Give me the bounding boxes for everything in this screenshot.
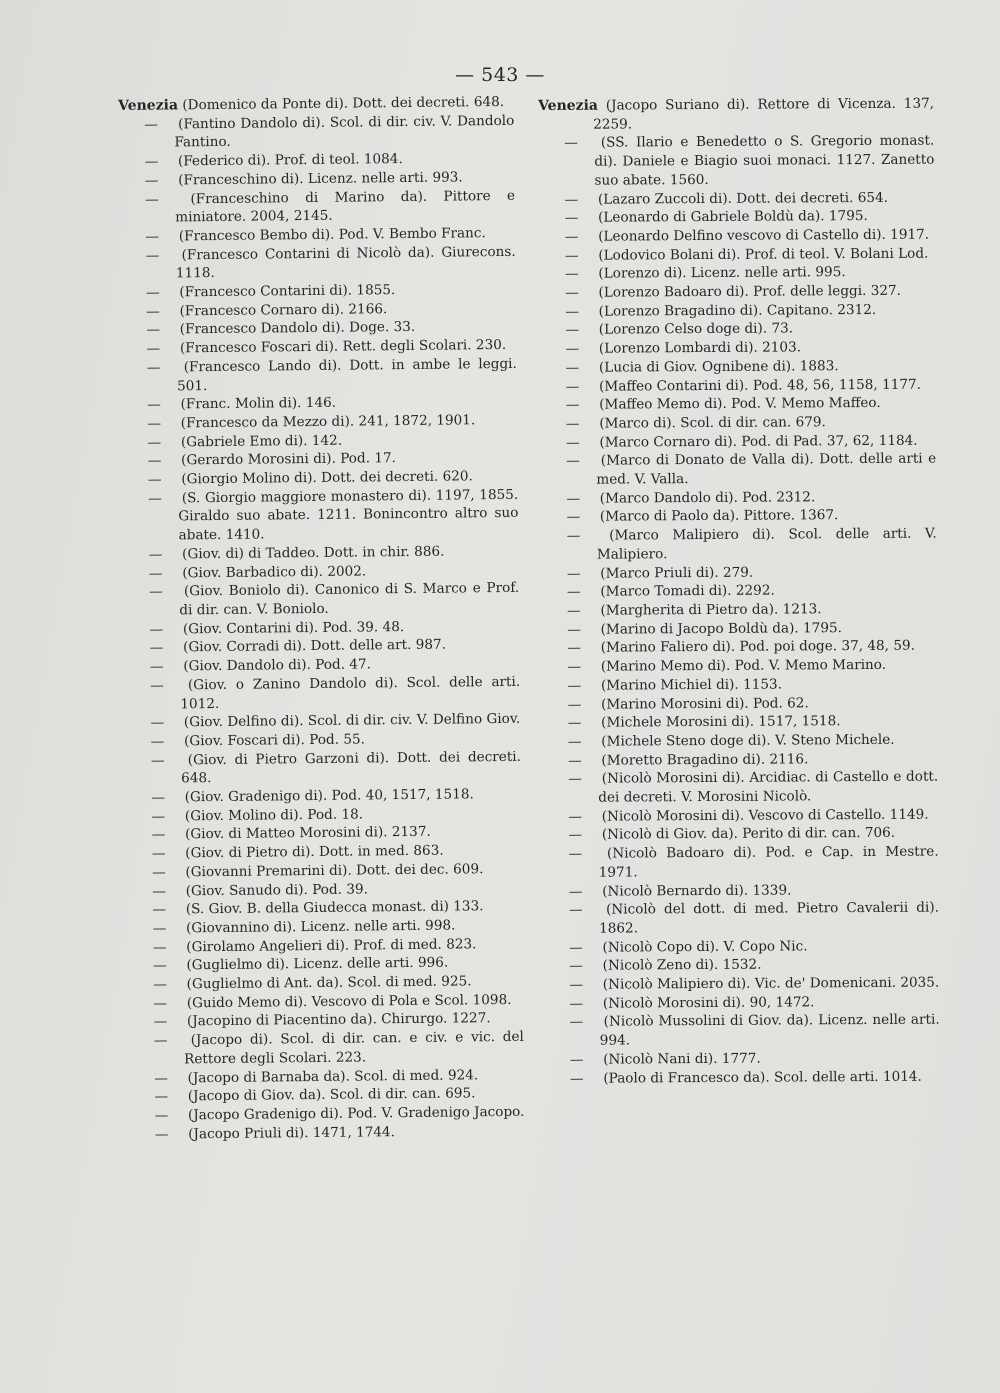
- entry-dash: —: [564, 228, 579, 245]
- entry-dash: —: [151, 789, 166, 806]
- entry-dash: —: [150, 714, 165, 731]
- entry-text: (Lazaro Zuccoli di). Dott. dei decreti. 654.: [597, 189, 889, 208]
- entry-text: (Gabriele Emo di). 142.: [180, 432, 343, 451]
- entry-dash: —: [146, 303, 160, 320]
- index-entry: [543, 992, 939, 1013]
- entry-text: (Giorgio Molino di). Dott. dei decreti. 620.: [181, 468, 473, 488]
- entry-text: (Giov. Corradi di). Dott. delle art. 987.: [183, 636, 447, 656]
- entry-dash: —: [569, 1051, 584, 1068]
- page-number: — 543 —: [455, 64, 545, 86]
- index-entry: [542, 674, 938, 695]
- entry-dash: —: [566, 434, 580, 451]
- entry-text: (Jacopo Suriano di). Rettore di Vicenza. 137, 2259.: [593, 95, 935, 133]
- index-entry: [543, 880, 939, 901]
- index-entry: [128, 1028, 524, 1070]
- entry-text: (Francesco Foscari di). Rett. degli Scolari. 230.: [179, 337, 507, 357]
- entry-text: (Nicolò Morosini di). Vescovo di Castello. 1149.: [601, 806, 929, 825]
- entry-text: (Giov. di Matteo Morosini di). 2137.: [184, 824, 431, 843]
- entry-dash: —: [569, 1070, 584, 1087]
- entry-dash: —: [152, 939, 167, 956]
- entry-dash: —: [145, 284, 160, 301]
- entry-text: (Domenico da Ponte di). Dott. dei decreti. 648.: [182, 93, 505, 114]
- entry-dash: —: [568, 901, 583, 919]
- entry-text: (Nicolò Zeno di). 1532.: [602, 956, 762, 974]
- entry-dash: —: [567, 621, 581, 638]
- index-entry: [541, 637, 937, 658]
- entry-text: (Gerardo Morosini di). Pod. 17.: [181, 450, 397, 469]
- entry-dash: —: [151, 826, 166, 844]
- entry-text: (Giov. Contarini di). Pod. 39. 48.: [182, 618, 405, 638]
- entry-dash: —: [567, 733, 582, 750]
- entry-text: (Giov. di) di Taddeo. Dott. in chir. 886.: [182, 543, 445, 563]
- entry-text: (Fantino Dandolo di). Scol. di dir. civ. V. Dandolo Fantino.: [174, 112, 515, 151]
- index-entry: [121, 355, 517, 397]
- entry-text: (Nicolò Nani di). 1777.: [603, 1050, 761, 1068]
- entry-text: (Paolo di Francesco da). Scol. delle arti. 1014.: [603, 1068, 922, 1087]
- index-entry: [120, 242, 516, 284]
- entry-text: (Guglielmo di Ant. da). Scol. di med. 925.: [186, 973, 472, 993]
- entry-text: (Moretto Bragadino di). 2116.: [601, 750, 809, 769]
- entry-dash: —: [148, 546, 163, 563]
- entry-text: (Francesco Lando di). Dott. in ambe le leggi. 501.: [176, 355, 517, 394]
- entry-text: (Giov. o Zanino Dandolo di). Scol. delle arti. 1012.: [180, 673, 521, 712]
- entry-text: (Marino Michiel di). 1153.: [600, 676, 783, 694]
- entry-text: (Leonardo di Gabriele Boldù da). 1795.: [598, 208, 868, 226]
- entry-dash: —: [149, 639, 164, 657]
- entry-text: (Marco Dandolo di). Pod. 2312.: [599, 489, 816, 507]
- entry-dash: —: [566, 527, 581, 545]
- entry-dash: —: [152, 920, 167, 937]
- entry-dash: —: [565, 397, 580, 414]
- entry-text: (Jacopo di Barnaba da). Scol. di med. 924.: [187, 1066, 479, 1086]
- entry-text: (Jacopo Gradenigo di). Pod. V. Gradenigo Jacopo.: [187, 1103, 525, 1124]
- entry-text: (Marco Malipiero di). Scol. delle arti. V. Malipiero.: [596, 525, 937, 563]
- entry-dash: —: [564, 135, 578, 152]
- entry-dash: —: [147, 434, 162, 451]
- index-entry: [542, 805, 938, 826]
- entry-text: (Jacopo Priuli di). 1471, 1744.: [188, 1123, 396, 1142]
- index-entry: [539, 319, 935, 340]
- entry-text: (Margherita di Pietro da). 1213.: [600, 601, 822, 619]
- entry-text: (Marino Memo di). Pod. V. Memo Marino.: [600, 656, 887, 675]
- index-entry: [542, 693, 938, 714]
- index-entry: [543, 936, 939, 957]
- entry-dash: —: [145, 228, 160, 245]
- entry-text: (Giov. Dandolo di). Pod. 47.: [183, 656, 372, 675]
- entry-dash: —: [568, 771, 582, 788]
- index-entry: [539, 300, 935, 321]
- entry-dash: —: [145, 247, 160, 264]
- right-entry-list: [538, 132, 940, 1088]
- entry-dash: —: [567, 658, 582, 675]
- index-entry: [122, 486, 519, 546]
- entry-text: (Marco Cornaro di). Pod. di Pad. 37, 62, 1184.: [599, 432, 918, 451]
- entry-dash: —: [153, 1013, 168, 1031]
- entry-text: (Giov. Sanudo di). Pod. 39.: [185, 880, 369, 899]
- entry-dash: —: [566, 490, 581, 507]
- entry-text: (Lorenzo di). Licenz. nelle arti. 995.: [598, 264, 846, 282]
- entry-text: (Nicolò Mussolini di Giov. da). Licenz. nelle arti. 994.: [599, 1012, 940, 1049]
- index-entry-head: [538, 95, 934, 135]
- entry-text: (Federico di). Prof. di teol. 1084.: [177, 151, 403, 170]
- entry-text: (Lucia di Giov. Ognibene di). 1883.: [598, 358, 839, 376]
- entry-dash: —: [147, 471, 162, 488]
- entry-text: (Giov. Molino di). Pod. 18.: [184, 806, 364, 825]
- entry-text: (Nicolò Malipiero di). Vic. de' Domenicani. 2035.: [602, 974, 940, 993]
- index-entry: [539, 207, 935, 228]
- entry-dash: —: [144, 153, 159, 170]
- entry-text: (Marino Morosini di). Pod. 62.: [600, 694, 809, 713]
- entry-dash: —: [566, 509, 581, 526]
- entry-text: (Giov. di Pietro Garzoni di). Dott. dei decreti. 648.: [181, 748, 522, 787]
- entry-text: (Maffeo Contarini di). Pod. 48, 56, 1158, 1177.: [599, 376, 922, 395]
- entry-dash: —: [569, 995, 584, 1012]
- entry-dash: —: [154, 1107, 169, 1124]
- index-entry: [119, 186, 515, 228]
- index-entry: [539, 188, 935, 209]
- entry-dash: —: [149, 583, 163, 600]
- entry-dash: —: [151, 808, 166, 825]
- entry-dash: —: [566, 584, 581, 601]
- index-entry: [540, 394, 936, 415]
- index-entry: [543, 899, 939, 939]
- entry-text: (Lorenzo Bragadino di). Capitano. 2312.: [598, 301, 877, 320]
- entry-dash: —: [153, 995, 168, 1012]
- entry-text: (S. Giov. B. della Giudecca monast. di) 133.: [185, 898, 484, 918]
- index-entry: [118, 112, 514, 154]
- entry-dash: —: [151, 845, 166, 862]
- entry-dash: —: [146, 322, 161, 339]
- index-entry: [129, 1121, 525, 1144]
- entry-text: (Nicolò Morosini di). Arcidiac. di Castello e dott. dei decreti. V. Morosini Nicolò.: [598, 768, 939, 806]
- entry-text: (Lorenzo Lombardi di). 2103.: [598, 339, 802, 357]
- entry-dash: —: [569, 958, 583, 975]
- entry-dash: —: [565, 415, 580, 432]
- entry-text: (Michele Morosini di). 1517, 1518.: [601, 713, 841, 731]
- entry-text: (Francesco Bembo di). Pod. V. Bembo Franc.: [178, 225, 486, 245]
- left-column: [118, 93, 525, 1144]
- entry-dash: —: [568, 883, 583, 900]
- index-entry: [539, 263, 935, 284]
- entry-text: (Francesco Cornaro di). 2166.: [179, 300, 388, 320]
- entry-dash: —: [152, 883, 166, 900]
- index-entry: [540, 413, 936, 434]
- entry-text: (Nicolò di Giov. da). Perito di dir. can. 706.: [601, 825, 896, 844]
- entry-text: (S. Giorgio maggiore monastero di). 1197, 1855. Giraldo suo abate. 1211. Bonincontro altro suo abate. 1410.: [178, 486, 519, 544]
- entry-text: (Guido Memo di). Vescovo di Pola e Scol. 1098.: [186, 991, 512, 1012]
- headword: Venezia: [118, 97, 179, 114]
- entry-text: (Francesco Dandolo di). Doge. 33.: [179, 319, 416, 338]
- entry-text: (Girolamo Angelieri di). Prof. di med. 823.: [186, 935, 477, 955]
- entry-text: (Jacopo di). Scol. di dir. can. e civ. e vic. del Rettore degli Scolari. 223.: [183, 1028, 524, 1068]
- entry-dash: —: [568, 808, 583, 825]
- entry-text: (Michele Steno doge di). V. Steno Michele.: [601, 731, 895, 750]
- entry-dash: —: [150, 752, 165, 769]
- entry-dash: —: [148, 490, 162, 507]
- entry-text: (Nicolò Bernardo di). 1339.: [602, 881, 792, 900]
- entry-dash: —: [569, 939, 583, 956]
- left-entry-list: [118, 112, 525, 1145]
- entry-dash: —: [567, 677, 582, 694]
- index-entry: [540, 356, 936, 377]
- entry-text: (Francesco Contarini di). 1855.: [179, 282, 396, 301]
- entry-text: (Marco di Paolo da). Pittore. 1367.: [599, 507, 839, 526]
- entry-text: (Nicolò Badoaro di). Pod. e Cap. in Mestre. 1971.: [598, 843, 939, 881]
- entry-dash: —: [147, 415, 162, 432]
- entry-text: (Giovannino di). Licenz. nelle arti. 998.: [185, 917, 456, 937]
- entry-dash: —: [564, 247, 579, 264]
- entry-text: (Guglielmo di). Licenz. delle arti. 996.: [186, 954, 449, 974]
- entry-dash: —: [154, 1070, 168, 1087]
- entry-dash: —: [569, 1014, 584, 1031]
- entry-text: (Nicolò del dott. di med. Pietro Cavalerii di). 1862.: [599, 899, 940, 937]
- entry-text: (Franceschino di Marino da). Pittore e miniatore. 2004, 2145.: [175, 187, 516, 226]
- index-entry: [540, 431, 936, 452]
- entry-dash: —: [565, 284, 579, 301]
- entry-dash: —: [149, 658, 164, 675]
- entry-text: (Franc. Molin di). 146.: [180, 394, 337, 413]
- entry-dash: —: [567, 714, 582, 732]
- entry-dash: —: [565, 303, 579, 320]
- entry-text: (Francesco Contarini di Nicolò da). Giurecons. 1118.: [175, 243, 516, 282]
- entry-text: (SS. Ilario e Benedetto o S. Gregorio monast. di). Daniele e Biagio suoi monaci. 1127. Zanetto suo abate. 1560.: [594, 132, 935, 189]
- index-entry: [540, 487, 936, 508]
- index-entry: [125, 747, 521, 789]
- index-entry: [541, 525, 937, 565]
- index-entry: [543, 843, 939, 883]
- index-entry: [539, 282, 935, 303]
- entry-dash: —: [565, 378, 580, 395]
- entry-text: (Marco Tomadi di). 2292.: [600, 582, 775, 600]
- entry-dash: —: [153, 976, 167, 993]
- index-entry: [539, 244, 935, 265]
- index-entry: [541, 562, 937, 583]
- entry-dash: —: [152, 864, 166, 881]
- entry-dash: —: [153, 957, 167, 975]
- entry-dash: —: [565, 340, 580, 357]
- entry-text: (Franceschino di). Licenz. nelle arti. 993.: [178, 169, 463, 189]
- index-entry: [541, 506, 937, 527]
- entry-text: (Marino di Jacopo Boldù da). 1795.: [600, 619, 842, 638]
- entry-dash: —: [566, 453, 580, 470]
- entry-text: (Leonardo Delfino vescovo di Castello di). 1917.: [598, 226, 930, 245]
- index-entry: [541, 618, 937, 639]
- index-entry: [542, 730, 938, 751]
- entry-text: (Marco di Donato de Valla di). Dott. delle arti e med. V. Valla.: [596, 450, 937, 488]
- entry-dash: —: [568, 827, 583, 844]
- entry-dash: —: [567, 640, 582, 657]
- entry-dash: —: [568, 752, 582, 769]
- entry-text: (Giov. Delfino di). Scol. di dir. civ. V. Delfino Giov.: [183, 711, 521, 731]
- entry-text: (Francesco da Mezzo di). 241, 1872, 1901.: [180, 412, 476, 432]
- entry-text: (Jacopo di Giov. da). Scol. di dir. can. 695.: [187, 1085, 476, 1105]
- entry-dash: —: [154, 1088, 169, 1105]
- index-entry: [539, 338, 935, 359]
- headword: Venezia: [538, 97, 599, 114]
- entry-text: (Maffeo Memo di). Pod. V. Memo Maffeo.: [599, 395, 881, 413]
- index-entry: [542, 824, 938, 845]
- index-entry: [541, 656, 937, 677]
- entry-dash: —: [144, 172, 159, 189]
- entry-dash: —: [154, 1126, 169, 1143]
- entry-text: (Giov. di Pietro di). Dott. in med. 863.: [185, 842, 444, 862]
- entry-text: (Giovanni Premarini di). Dott. dei dec. 609.: [185, 861, 484, 881]
- entry-dash: —: [565, 322, 580, 339]
- entry-dash: —: [565, 359, 580, 376]
- entry-dash: —: [567, 696, 582, 713]
- index-entry: [540, 375, 936, 396]
- entry-text: (Marco di). Scol. di dir. can. 679.: [599, 414, 826, 432]
- entry-text: (Lodovico Bolani di). Prof. di teol. V. Bolani Lod.: [598, 245, 929, 264]
- entry-dash: —: [144, 116, 158, 133]
- entry-dash: —: [566, 565, 581, 582]
- entry-dash: —: [144, 191, 159, 208]
- entry-dash: —: [149, 621, 164, 638]
- index-entry: [541, 600, 937, 621]
- entry-text: (Marino Faliero di). Pod. poi doge. 37, 48, 59.: [600, 638, 915, 657]
- entry-dash: —: [150, 733, 165, 750]
- entry-dash: —: [146, 359, 161, 376]
- entry-text: (Giov. Gradenigo di). Pod. 40, 1517, 1518.: [184, 786, 474, 806]
- index-entry: [542, 712, 938, 733]
- entry-text: (Giov. Barbadico di). 2002.: [182, 563, 367, 581]
- entry-dash: —: [147, 452, 162, 470]
- entry-text: (Jacopino di Piacentino da). Chirurgo. 1227.: [186, 1010, 491, 1030]
- index-entry: [544, 1067, 940, 1088]
- index-entry: [544, 1048, 940, 1069]
- entry-dash: —: [569, 976, 584, 993]
- entry-dash: —: [147, 396, 161, 413]
- entry-dash: —: [150, 677, 164, 694]
- index-entry: [543, 955, 939, 976]
- entry-dash: —: [568, 845, 583, 862]
- entry-text: (Giov. Boniolo di). Canonico di S. Marco e Prof. di dir. can. V. Boniolo.: [179, 580, 520, 619]
- index-entry: [543, 974, 939, 995]
- entry-dash: —: [153, 1032, 168, 1049]
- entry-dash: —: [567, 602, 581, 619]
- index-entry: [123, 579, 519, 621]
- entry-dash: —: [146, 340, 161, 357]
- right-column: [538, 95, 940, 1089]
- index-entry: [544, 1011, 940, 1051]
- index-entry: [538, 132, 934, 191]
- index-entry: [539, 226, 935, 247]
- entry-text: (Marco Priuli di). 279.: [600, 564, 754, 582]
- entry-dash: —: [152, 901, 167, 918]
- index-entry: [542, 749, 938, 770]
- entry-text: (Nicolò Copo di). V. Copo Nic.: [602, 938, 808, 956]
- entry-dash: —: [565, 266, 579, 283]
- entry-dash: —: [148, 565, 163, 582]
- entry-text: (Lorenzo Badoaro di). Prof. delle leggi. 327.: [598, 282, 902, 301]
- entry-dash: —: [564, 191, 579, 208]
- entry-text: (Giov. Foscari di). Pod. 55.: [183, 731, 366, 750]
- index-entry: [540, 450, 936, 490]
- index-entry: [541, 581, 937, 602]
- entry-text: (Nicolò Morosini di). 90, 1472.: [602, 994, 815, 1012]
- entry-dash: —: [564, 209, 579, 227]
- entry-text: (Lorenzo Celso doge di). 73.: [598, 320, 794, 339]
- index-entry: [542, 768, 938, 808]
- index-entry: [124, 673, 520, 715]
